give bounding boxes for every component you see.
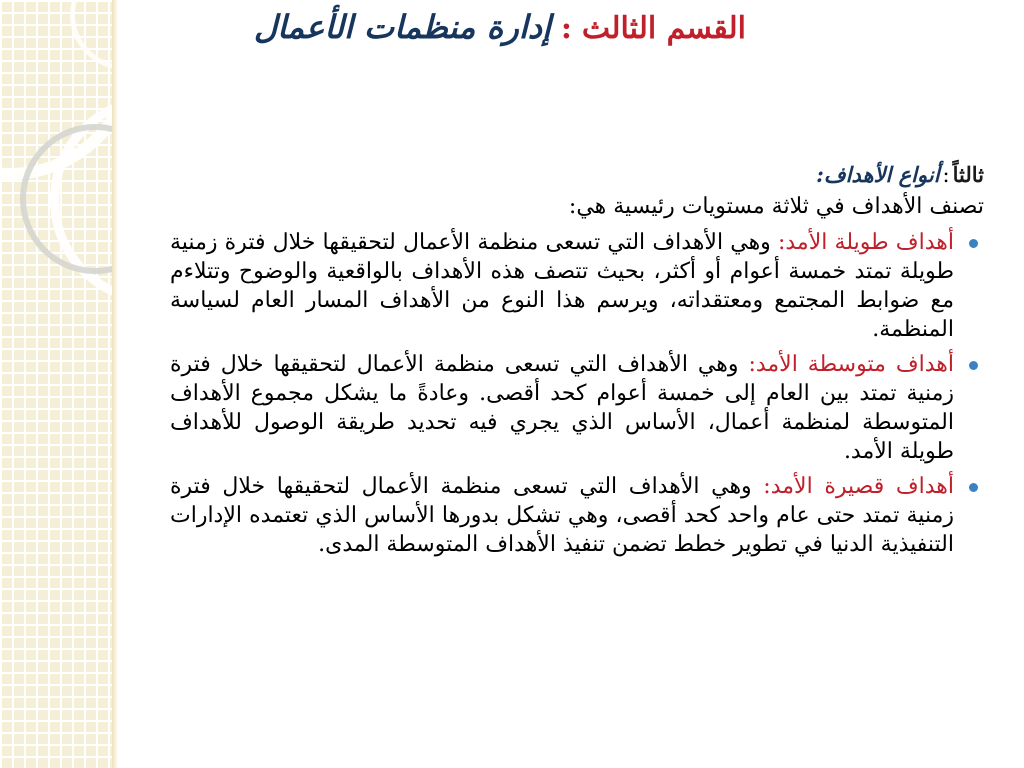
decorative-side-panel — [0, 0, 112, 768]
title-separator: : — [560, 11, 572, 46]
goal-item-short-term — [170, 472, 984, 559]
intro-text: تصنف الأهداف في ثلاثة مستويات رئيسية هي: — [568, 194, 984, 219]
slide-title — [254, 6, 746, 50]
goal-title: أهداف متوسطة الأمد: — [748, 352, 955, 377]
goal-description: وهي الأهداف التي تسعى منظمة الأعمال لتحقيقها خلال فترة زمنية طويلة تمتد خمسة أعوام أو أكثر، بحيث تتصف هذه الأهداف بالواقعية والوضوح وتتلاءم مع ضوابط المجتمع ومعتقداته، ويرسم هذا النوع من الأهداف المسار العام لسياسة المنظمة. — [170, 230, 954, 342]
title-subject: إدارة منظمات الأعمال — [253, 8, 551, 46]
goal-title: أهداف قصيرة الأمد: — [763, 474, 955, 499]
decorative-ring — [50, 95, 112, 305]
goal-description: وهي الأهداف التي تسعى منظمة الأعمال لتحقيقها خلال فترة زمنية تمتد بين العام إلى خمسة أعوام كحد أقصى. وعادةً ما يشكل مجموع الأهداف المتوسطة لمنظمة أعمال، الأساس الذي يجري فيه تحديد طريقة الوصول للأهداف طويلة الأمد. — [170, 352, 954, 464]
section-heading — [170, 160, 984, 190]
decorative-ring — [0, 0, 112, 180]
section-label: أنواع الأهداف: — [816, 162, 940, 187]
decorative-ring — [70, 0, 112, 70]
goal-title: أهداف طويلة الأمد: — [777, 230, 954, 255]
goal-item-long-term — [170, 228, 984, 344]
bullet-icon — [969, 239, 978, 248]
slide-content — [170, 160, 984, 565]
panel-edge-divider — [112, 0, 117, 768]
section-colon: : — [942, 163, 950, 187]
bullet-icon — [969, 361, 978, 370]
bullet-icon — [969, 483, 978, 492]
title-section-label: القسم الثالث — [581, 11, 746, 46]
goals-list — [170, 228, 984, 559]
decorative-ring — [20, 124, 112, 274]
section-number: ثالثاً — [952, 162, 984, 187]
goal-item-medium-term — [170, 350, 984, 466]
goal-description: وهي الأهداف التي تسعى منظمة الأعمال لتحقيقها خلال فترة زمنية تمتد حتى عام واحد كحد أقصى، وهي تشكل بدورها الأساس الذي تعتمده الإدارات التنفيذية الدنيا في تطوير خطط تضمن تنفيذ الأهداف المتوسطة المدى. — [170, 474, 954, 557]
